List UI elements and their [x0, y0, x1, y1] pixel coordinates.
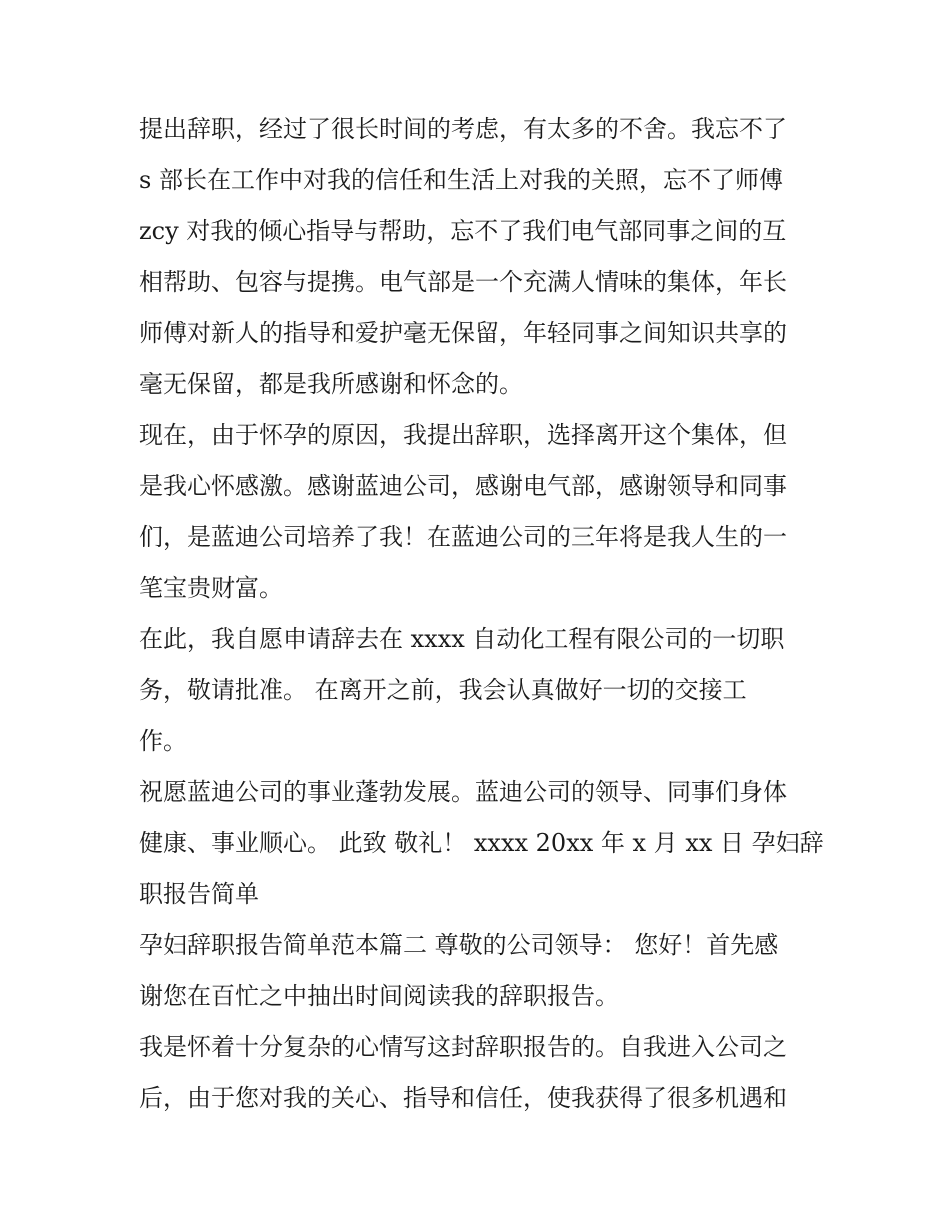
text-line: zcy 对我的倾心指导与帮助，忘不了我们电气部同事之间的互 — [139, 217, 787, 245]
text-line: 孕妇辞职报告简单范本篇二 尊敬的公司领导： 您好！首先感 — [139, 931, 779, 959]
text-line: 提出辞职，经过了很长时间的考虑，有太多的不舍。我忘不了 — [139, 115, 787, 143]
text-line: 们，是蓝迪公司培养了我！在蓝迪公司的三年将是我人生的一 — [139, 523, 787, 551]
text-line: 毫无保留，都是我所感谢和怀念的。 — [139, 370, 523, 398]
text-line: 后，由于您对我的关心、指导和信任，使我获得了很多机遇和 — [139, 1084, 787, 1112]
text-line: s 部长在工作中对我的信任和生活上对我的关照，忘不了师傅 — [139, 166, 783, 194]
text-line: 作。 — [139, 727, 187, 755]
text-line: 职报告简单 — [139, 880, 259, 908]
text-line: 我是怀着十分复杂的心情写这封辞职报告的。自我进入公司之 — [139, 1033, 787, 1061]
text-line: 笔宝贵财富。 — [139, 574, 283, 602]
text-line: 务，敬请批准。 在离开之前，我会认真做好一切的交接工 — [139, 676, 747, 704]
text-line: 现在，由于怀孕的原因，我提出辞职，选择离开这个集体，但 — [139, 421, 787, 449]
text-line: 师傅对新人的指导和爱护毫无保留，年轻同事之间知识共享的 — [139, 319, 787, 347]
text-line: 是我心怀感激。感谢蓝迪公司，感谢电气部，感谢领导和同事 — [139, 472, 787, 500]
text-line: 健康、事业顺心。 此致 敬礼！ xxxx 20xx 年 x 月 xx 日 孕妇辞 — [139, 829, 824, 857]
text-line: 谢您在百忙之中抽出时间阅读我的辞职报告。 — [139, 982, 619, 1010]
document-body — [139, 104, 829, 1124]
text-line: 祝愿蓝迪公司的事业蓬勃发展。蓝迪公司的领导、同事们身体 — [139, 778, 787, 806]
text-line: 相帮助、包容与提携。电气部是一个充满人情味的集体，年长 — [139, 268, 787, 296]
text-line: 在此，我自愿申请辞去在 xxxx 自动化工程有限公司的一切职 — [139, 625, 785, 653]
